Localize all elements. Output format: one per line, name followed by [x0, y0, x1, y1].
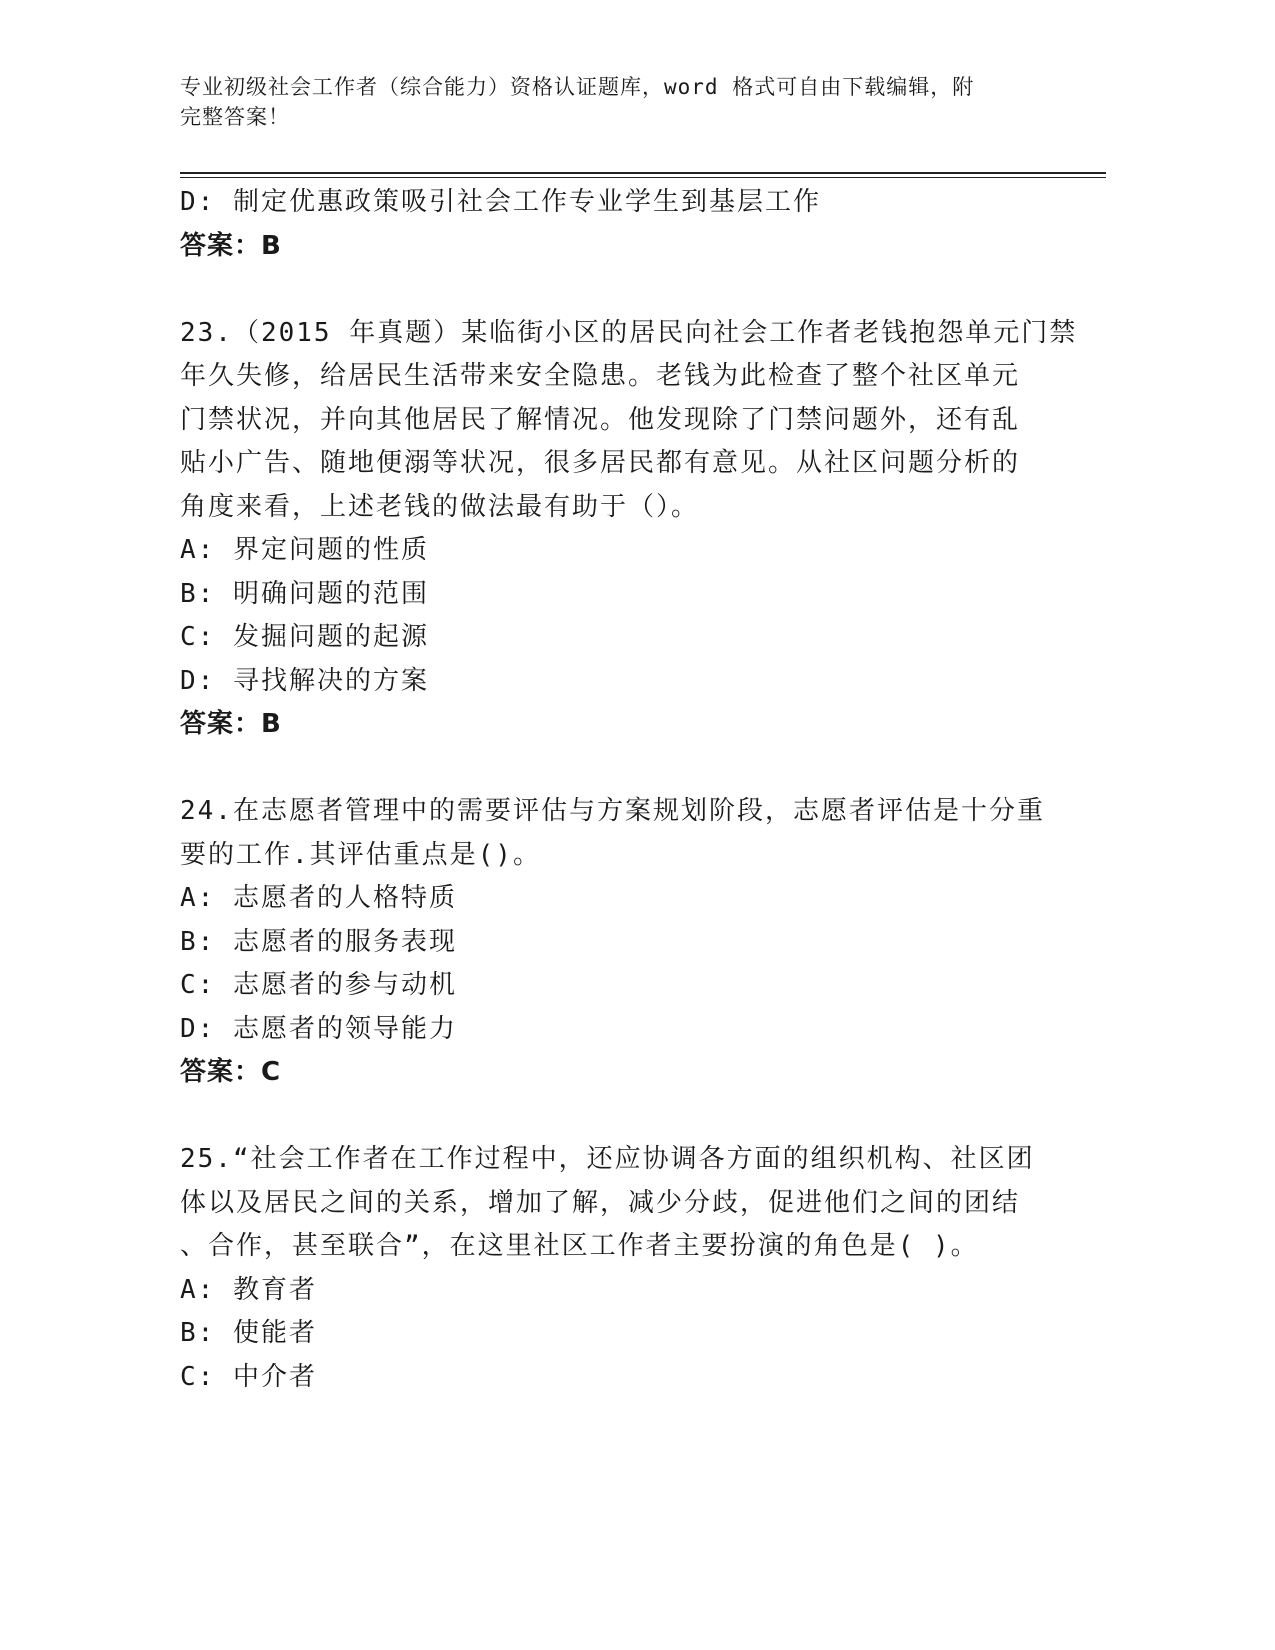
page-header — [180, 72, 1060, 132]
header-rule-thick — [180, 172, 1106, 174]
q23-text-line: 门禁状况，并向其他居民了解情况。他发现除了门禁问题外，还有乱 — [180, 404, 1021, 435]
q23-question-text — [180, 312, 1078, 530]
spacer — [180, 268, 1060, 312]
q25-option-a: A: 教育者 — [180, 1274, 317, 1305]
header-line-2: 完整答案！ — [180, 105, 290, 129]
q22-option-d: D: 制定优惠政策吸引社会工作专业学生到基层工作 — [180, 187, 821, 217]
q24-option-b: B: 志愿者的服务表现 — [180, 926, 457, 957]
q23-option-b: B: 明确问题的范围 — [180, 578, 429, 609]
q25-option-b: B: 使能者 — [180, 1318, 317, 1348]
q23-option-c: C: 发掘问题的起源 — [180, 622, 429, 652]
q24-option-a: A: 志愿者的人格特质 — [180, 883, 457, 913]
q22-answer: 答案：B — [180, 230, 282, 261]
q24-text-line: 24.在志愿者管理中的需要评估与方案规划阶段，志愿者评估是十分重 — [180, 796, 1045, 826]
q23-option-d: D: 寻找解决的方案 — [180, 665, 429, 696]
q24-answer: 答案：C — [180, 1057, 282, 1087]
q25-text-line: 、合作，甚至联合”，在这里社区工作者主要扮演的角色是( )。 — [180, 1231, 979, 1261]
header-rule-thin — [180, 177, 1106, 178]
q24-option-c: C: 志愿者的参与动机 — [180, 970, 457, 1000]
q25-text-line: 体以及居民之间的关系，增加了解，减少分歧，促进他们之间的团结 — [180, 1187, 1021, 1218]
q23-text-line: 角度来看，上述老钱的做法最有助于（）。 — [180, 491, 700, 522]
q23-text-line: 年久失修，给居民生活带来安全隐患。老钱为此检查了整个社区单元 — [180, 361, 1021, 391]
spacer — [180, 747, 1060, 791]
spacer — [180, 1095, 1060, 1139]
q24-question-text — [180, 790, 1060, 877]
question-content — [180, 181, 1078, 1399]
q23-answer: 答案：B — [180, 709, 282, 739]
q25-option-c: C: 中介者 — [180, 1361, 317, 1392]
q25-text-line: 25.“社会工作者在工作过程中，还应协调各方面的组织机构、社区团 — [180, 1144, 1035, 1174]
q23-text-line: 贴小广告、随地便溺等状况，很多居民都有意见。从社区问题分析的 — [180, 448, 1021, 478]
q25-question-text — [180, 1138, 1060, 1269]
header-line-1: 专业初级社会工作者（综合能力）资格认证题库，word 格式可自由下载编辑，附 — [180, 75, 975, 99]
q24-option-d: D: 志愿者的领导能力 — [180, 1013, 457, 1044]
q23-option-a: A: 界定问题的性质 — [180, 535, 429, 565]
q23-text-line: 23.（2015 年真题）某临街小区的居民向社会工作者老钱抱怨单元门禁 — [180, 317, 1078, 348]
q24-text-line: 要的工作.其评估重点是()。 — [180, 839, 541, 870]
